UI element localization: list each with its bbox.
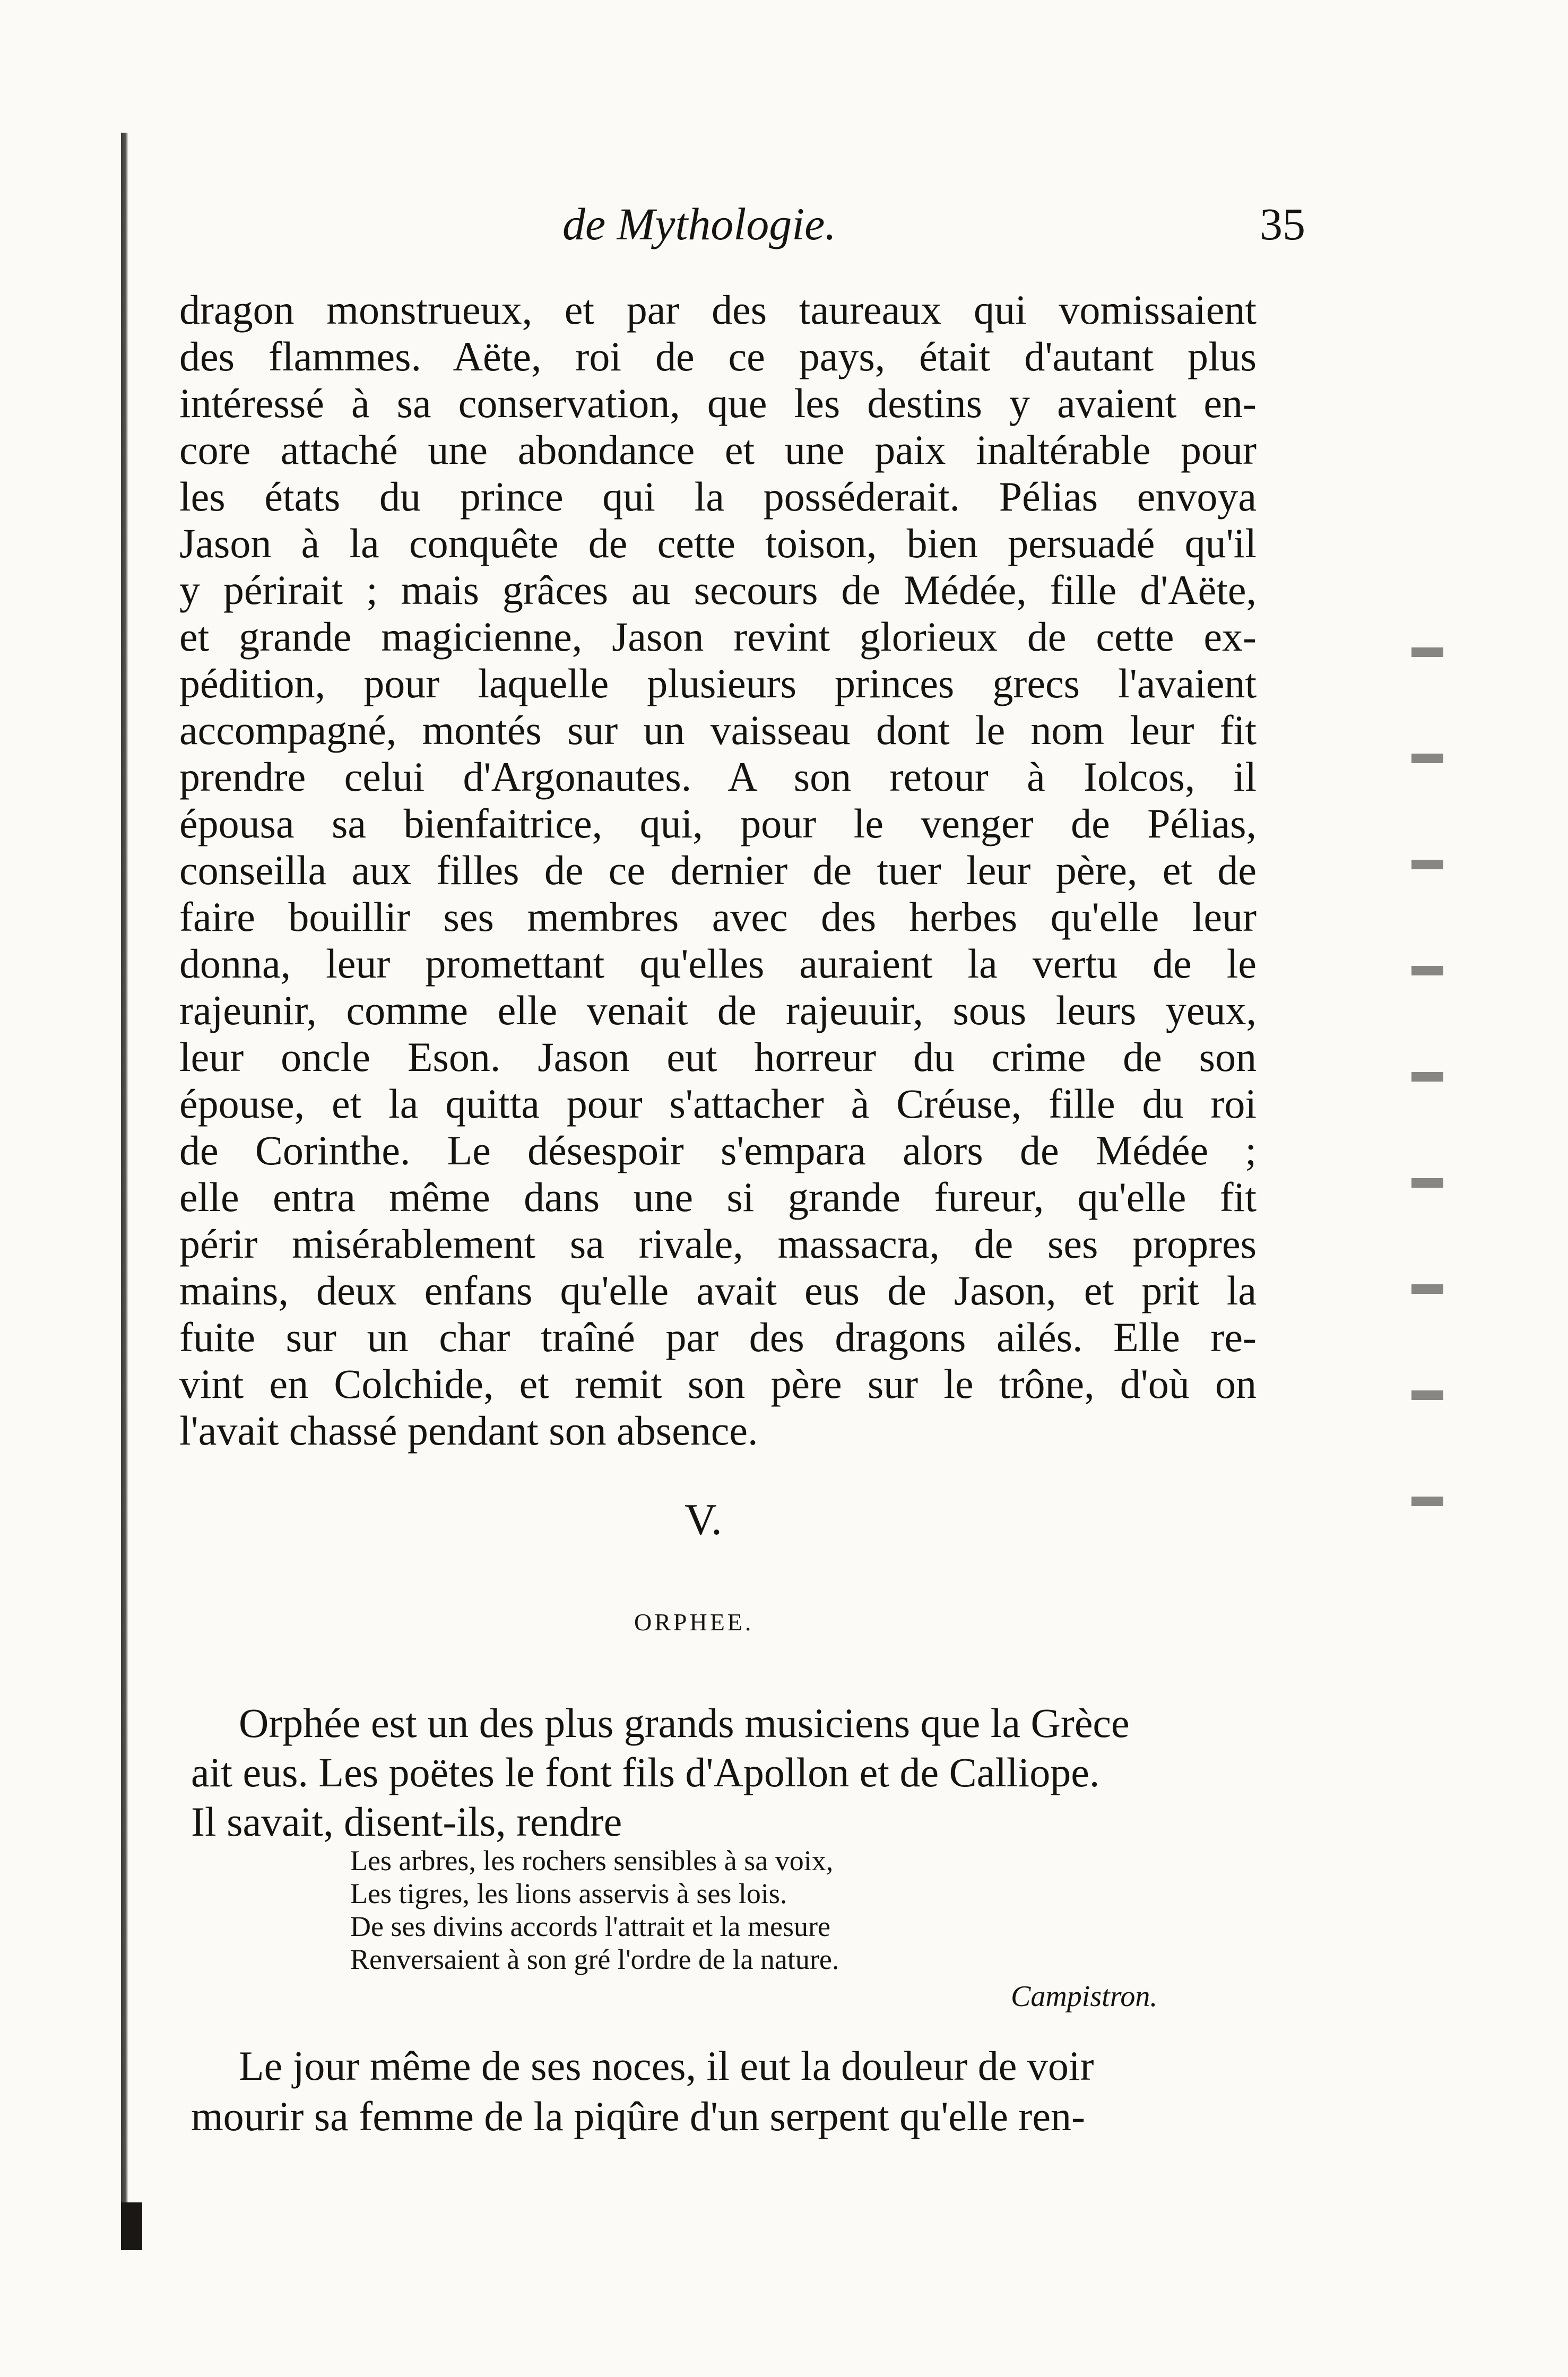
text-line: conseilla aux filles de ce dernier de tuer leur père, et de — [179, 847, 1257, 893]
page-binding-shadow — [121, 2202, 142, 2250]
text-line: des flammes. Aëte, roi de ce pays, était d'autant plus — [179, 333, 1257, 379]
text-line: y périrait ; mais grâces au secours de Médée, fille d'Aëte, — [179, 567, 1257, 613]
verse-line: Les arbres, les rochers sensibles à sa voix, — [350, 1845, 834, 1877]
text-line: ait eus. Les poëtes le font fils d'Apollon et de Calliope. — [191, 1749, 1100, 1795]
text-line: rajeunir, comme elle venait de rajeuuir, sous leurs yeux, — [179, 987, 1257, 1033]
text-line: core attaché une abondance et une paix inaltérable pour — [179, 427, 1257, 473]
text-line: mains, deux enfans qu'elle avait eus de Jason, et prit la — [179, 1267, 1257, 1313]
text-line: Le jour même de ses noces, il eut la douleur de voir — [239, 2043, 1094, 2089]
text-line: intéressé à sa conservation, que les destins y avaient en- — [179, 380, 1257, 426]
text-line: l'avait chassé pendant son absence. — [179, 1407, 758, 1454]
text-line: fuite sur un char traîné par des dragons ailés. Elle re- — [179, 1314, 1257, 1360]
paragraph-orphee-wedding — [191, 2041, 1258, 2141]
paragraph-jason-medea — [179, 287, 1257, 1454]
text-line: elle entra même dans une si grande fureur, qu'elle fit — [179, 1174, 1257, 1220]
page-binding-edge — [121, 133, 128, 2245]
text-line: épouse, et la quitta pour s'attacher à Créuse, fille du roi — [179, 1081, 1257, 1127]
text-line: Il savait, disent-ils, rendre — [191, 1799, 622, 1845]
paragraph-orphee-intro — [191, 1698, 1258, 1846]
text-line: faire bouillir ses membres avec des herbes qu'elle leur — [179, 894, 1257, 940]
running-head — [180, 197, 1305, 249]
text-line: Orphée est un des plus grands musiciens que la Grèce — [239, 1700, 1130, 1746]
text-line: accompagné, montés sur un vaisseau dont le nom leur fit — [179, 707, 1257, 753]
verse-line: Renversaient à son gré l'ordre de la nature. — [350, 1943, 839, 1975]
text-line: leur oncle Eson. Jason eut horreur du crime de son — [179, 1034, 1257, 1080]
text-line: vint en Colchide, et remit son père sur le trône, d'où on — [179, 1361, 1257, 1407]
verse-line: Les tigres, les lions asservis à ses lois. — [350, 1878, 787, 1909]
verse-line: De ses divins accords l'attrait et la mesure — [350, 1911, 830, 1942]
text-line: de Corinthe. Le désespoir s'empara alors de Médée ; — [179, 1127, 1257, 1173]
page-number: 35 — [1260, 198, 1305, 249]
text-line: Jason à la conquête de cette toison, bien persuadé qu'il — [179, 520, 1257, 566]
right-margin-bleed-marks — [1411, 584, 1443, 1539]
text-line: dragon monstrueux, et par des taureaux qui vomissaient — [179, 287, 1257, 333]
text-line: épousa sa bienfaitrice, qui, pour le venger de Pélias, — [179, 800, 1257, 846]
text-line: pédition, pour laquelle plusieurs princes grecs l'avaient — [179, 660, 1257, 706]
verse-quotation — [350, 1844, 1093, 1976]
text-line: donna, leur promettant qu'elles auraient la vertu de le — [179, 940, 1257, 987]
text-line: mourir sa femme de la piqûre d'un serpent qu'elle ren- — [191, 2093, 1085, 2139]
text-line: et grande magicienne, Jason revint glorieux de cette ex- — [179, 613, 1257, 660]
section-title: ORPHEE. — [634, 1609, 754, 1636]
running-head-title: de Mythologie. — [562, 198, 836, 249]
text-line: les états du prince qui la posséderait. Pélias envoya — [179, 473, 1257, 520]
verse-attribution: Campistron. — [1011, 1980, 1158, 2013]
text-line: prendre celui d'Argonautes. A son retour à Iolcos, il — [179, 754, 1257, 800]
text-line: périr misérablement sa rivale, massacra, de ses propres — [179, 1221, 1257, 1267]
section-number: V. — [685, 1495, 722, 1544]
